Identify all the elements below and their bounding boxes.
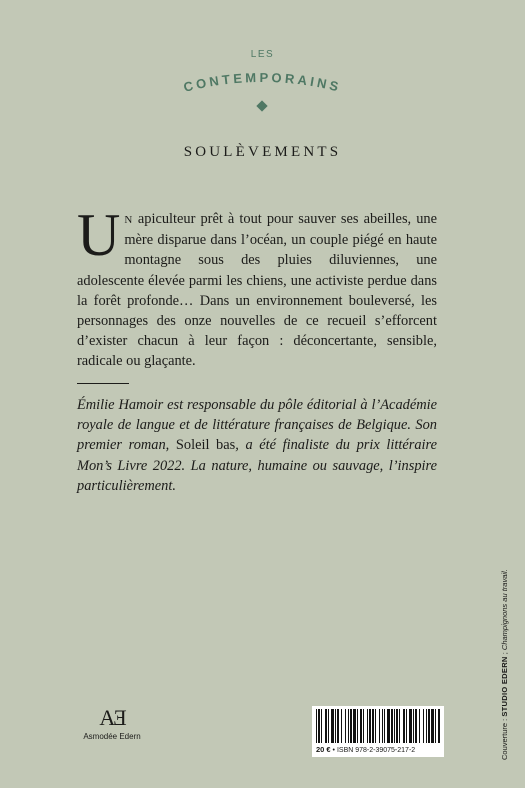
isbn: ISBN 978-2-39075-217-2 (336, 747, 416, 754)
bio-novel-title: Soleil bas (169, 437, 236, 454)
price-separator: • (330, 747, 337, 754)
drop-cap: U (77, 202, 121, 268)
credit-separator: ; (500, 650, 509, 657)
credit-studio: STUDIO EDERN (500, 656, 509, 717)
barcode-block (312, 706, 444, 757)
publisher-logo: AƎ (99, 705, 125, 730)
credit-work: Champignons au travail. (500, 569, 509, 651)
series-name: CONTEMPORAINS (181, 69, 344, 95)
blurb-smallcaps: N (124, 214, 133, 226)
publisher-block (72, 707, 152, 741)
blurb-paragraph (77, 202, 437, 372)
section-divider (77, 383, 129, 384)
series-prefix: LES (250, 49, 275, 60)
blurb-text: apiculteur prêt à tout pour sauver ses abeilles, une mère disparue dans l’océan, un couple piégé en haute montagne sous des pluies diluviennes, une adolescente élevée parmi les chiens, une activiste perdue dans la forêt profonde… Dans un environnement bouleversé, les personnages des onze nouvelles de ce recueil s’efforcent d’exister chacun à leur façon : déconcertante, sensible, radicale ou glaçante. (77, 211, 437, 370)
price: 20 € (316, 745, 331, 754)
barcode (316, 709, 440, 743)
cover-credit (500, 569, 509, 760)
author-bio (77, 395, 437, 496)
publisher-name: Asmodée Edern (83, 732, 141, 741)
bio-text-part1: Émilie Hamoir est responsable du pôle éditorial à l’Académie royale de langue et de littérature françaises de Belgique. Son premier roman, (77, 397, 437, 454)
price-isbn-line (316, 745, 440, 754)
credit-label: Couverture : (500, 716, 509, 760)
book-title: SOULÈVEMENTS (183, 144, 342, 160)
bio-text-part2: , a été finaliste du prix littéraire Mon’s Livre 2022. La nature, humaine ou sauvage, l’inspire particulièrement. (77, 437, 437, 494)
